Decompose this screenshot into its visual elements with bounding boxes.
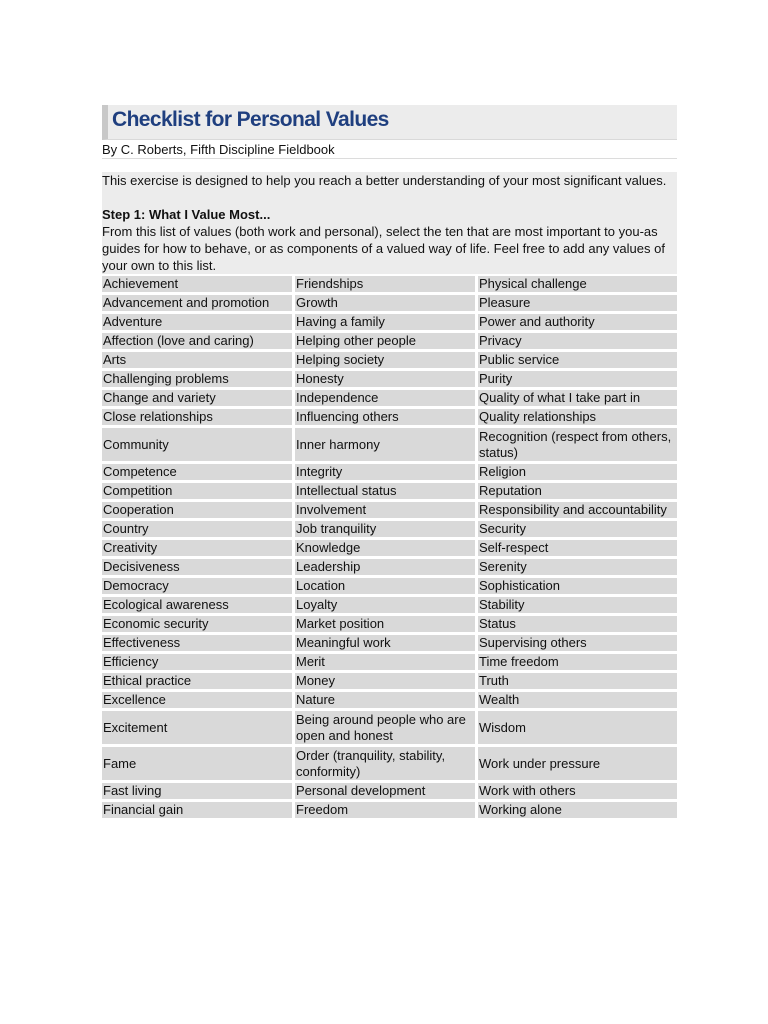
table-row <box>102 409 677 425</box>
table-row <box>102 692 677 708</box>
value-cell: Nature <box>295 692 475 708</box>
value-cell: Order (tranquility, stability, conformity) <box>295 747 475 780</box>
value-cell: Time freedom <box>478 654 677 670</box>
value-cell: Advancement and promotion <box>102 295 292 311</box>
value-cell: Fast living <box>102 783 292 799</box>
value-cell: Effectiveness <box>102 635 292 651</box>
value-cell: Quality of what I take part in <box>478 390 677 406</box>
value-cell: Cooperation <box>102 502 292 518</box>
value-cell: Quality relationships <box>478 409 677 425</box>
value-cell: Truth <box>478 673 677 689</box>
value-cell: Helping other people <box>295 333 475 349</box>
value-cell: Honesty <box>295 371 475 387</box>
value-cell: Independence <box>295 390 475 406</box>
table-row <box>102 502 677 518</box>
table-row <box>102 616 677 632</box>
table-row <box>102 314 677 330</box>
value-cell: Arts <box>102 352 292 368</box>
value-cell: Working alone <box>478 802 677 818</box>
value-cell: Integrity <box>295 464 475 480</box>
value-cell: Money <box>295 673 475 689</box>
value-cell: Efficiency <box>102 654 292 670</box>
value-cell: Adventure <box>102 314 292 330</box>
value-cell: Influencing others <box>295 409 475 425</box>
value-cell: Self-respect <box>478 540 677 556</box>
value-cell: Market position <box>295 616 475 632</box>
table-row <box>102 371 677 387</box>
value-cell: Pleasure <box>478 295 677 311</box>
table-row <box>102 428 677 461</box>
table-row <box>102 521 677 537</box>
table-row <box>102 747 677 780</box>
value-cell: Stability <box>478 597 677 613</box>
value-cell: Personal development <box>295 783 475 799</box>
table-row <box>102 295 677 311</box>
value-cell: Status <box>478 616 677 632</box>
value-cell: Wisdom <box>478 711 677 744</box>
value-cell: Privacy <box>478 333 677 349</box>
value-cell: Wealth <box>478 692 677 708</box>
document-page <box>102 105 677 821</box>
value-cell: Merit <box>295 654 475 670</box>
byline: By C. Roberts, Fifth Discipline Fieldbook <box>102 141 677 159</box>
value-cell: Responsibility and accountability <box>478 502 677 518</box>
value-cell: Democracy <box>102 578 292 594</box>
value-cell: Power and authority <box>478 314 677 330</box>
table-row <box>102 483 677 499</box>
value-cell: Competition <box>102 483 292 499</box>
value-cell: Creativity <box>102 540 292 556</box>
value-cell: Economic security <box>102 616 292 632</box>
value-cell: Knowledge <box>295 540 475 556</box>
value-cell: Freedom <box>295 802 475 818</box>
table-row <box>102 540 677 556</box>
step1-heading: Step 1: What I Value Most... <box>102 207 271 222</box>
table-row <box>102 333 677 349</box>
value-cell: Fame <box>102 747 292 780</box>
value-cell: Physical challenge <box>478 276 677 292</box>
table-row <box>102 464 677 480</box>
value-cell: Loyalty <box>295 597 475 613</box>
value-cell: Financial gain <box>102 802 292 818</box>
value-cell: Being around people who are open and honest <box>295 711 475 744</box>
table-row <box>102 597 677 613</box>
value-cell: Excitement <box>102 711 292 744</box>
value-cell: Job tranquility <box>295 521 475 537</box>
value-cell: Supervising others <box>478 635 677 651</box>
value-cell: Having a family <box>295 314 475 330</box>
value-cell: Meaningful work <box>295 635 475 651</box>
document-title: Checklist for Personal Values <box>112 108 389 131</box>
table-row <box>102 783 677 799</box>
value-cell: Purity <box>478 371 677 387</box>
value-cell: Change and variety <box>102 390 292 406</box>
value-cell: Reputation <box>478 483 677 499</box>
value-cell: Decisiveness <box>102 559 292 575</box>
value-cell: Excellence <box>102 692 292 708</box>
table-row <box>102 654 677 670</box>
value-cell: Sophistication <box>478 578 677 594</box>
title-bar <box>102 105 677 140</box>
values-table <box>102 273 677 821</box>
table-row <box>102 390 677 406</box>
value-cell: Competence <box>102 464 292 480</box>
value-cell: Leadership <box>295 559 475 575</box>
value-cell: Work with others <box>478 783 677 799</box>
value-cell: Recognition (respect from others, status) <box>478 428 677 461</box>
table-row <box>102 559 677 575</box>
table-row <box>102 578 677 594</box>
value-cell: Ethical practice <box>102 673 292 689</box>
table-row <box>102 711 677 744</box>
value-cell: Security <box>478 521 677 537</box>
value-cell: Serenity <box>478 559 677 575</box>
value-cell: Ecological awareness <box>102 597 292 613</box>
value-cell: Community <box>102 428 292 461</box>
table-row <box>102 276 677 292</box>
value-cell: Public service <box>478 352 677 368</box>
value-cell: Work under pressure <box>478 747 677 780</box>
value-cell: Friendships <box>295 276 475 292</box>
value-cell: Challenging problems <box>102 371 292 387</box>
table-row <box>102 635 677 651</box>
table-row <box>102 352 677 368</box>
value-cell: Growth <box>295 295 475 311</box>
value-cell: Helping society <box>295 352 475 368</box>
value-cell: Intellectual status <box>295 483 475 499</box>
value-cell: Religion <box>478 464 677 480</box>
value-cell: Affection (love and caring) <box>102 333 292 349</box>
intro-block <box>102 172 677 274</box>
value-cell: Inner harmony <box>295 428 475 461</box>
intro-paragraph: This exercise is designed to help you reach a better understanding of your most significant values. <box>102 173 667 188</box>
value-cell: Close relationships <box>102 409 292 425</box>
value-cell: Achievement <box>102 276 292 292</box>
step1-instructions: From this list of values (both work and personal), select the ten that are most important to you-as guides for how to behave, or as components of a valued way of life. Feel free to add any values of your own to this list. <box>102 224 665 273</box>
table-row <box>102 802 677 818</box>
value-cell: Involvement <box>295 502 475 518</box>
value-cell: Location <box>295 578 475 594</box>
value-cell: Country <box>102 521 292 537</box>
table-row <box>102 673 677 689</box>
